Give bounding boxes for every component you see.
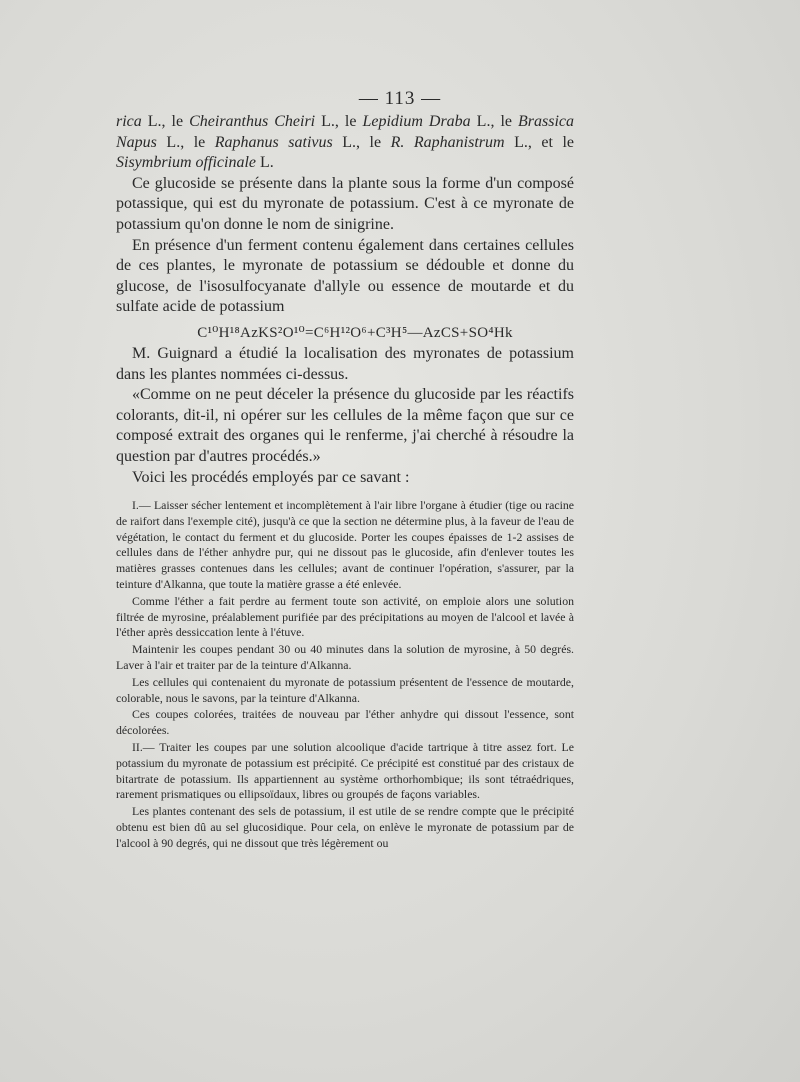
text-run: L., et le xyxy=(504,133,575,151)
text-run: L., le xyxy=(156,133,215,151)
italic-text: Lepidium Draba xyxy=(362,113,471,130)
paragraph-species-list xyxy=(116,112,574,174)
italic-text: R. Raphanistrum xyxy=(390,133,505,151)
text-run: L., le xyxy=(470,113,519,130)
procedure-paragraph: Comme l'éther a fait perdre au ferment toute son activité, on emploie alors une solution filtrée de myrosine, préalablement purifiée par des précipitations au moyen de l'alcool et lavée à l'éther après dessiccation lente à l'étuve. xyxy=(116,593,574,640)
italic-text: Cheiranthus Cheiri xyxy=(189,113,316,130)
italic-text: Brassica Napus xyxy=(116,113,575,151)
italic-text: Raphanus sativus xyxy=(214,133,333,151)
paragraph-guignard: M. Guignard a étudié la localisation des myronates de potassium dans les plantes nommées ci-dessus. xyxy=(116,344,574,383)
procedure-paragraph: Maintenir les coupes pendant 30 ou 40 minutes dans la solution de myrosine, à 50 degrés. Laver à l'air et traiter par de la teinture d'Alkanna. xyxy=(116,642,574,673)
text-run: L., le xyxy=(315,113,363,130)
paragraph-ferment: En présence d'un ferment contenu également dans certaines cellules de ces plantes, le myronate de potassium se dédouble et donne du glucose, de l'isosulfocyanate d'allyle ou essence de moutarde et du sulfate acide de potassium xyxy=(116,236,574,316)
paragraph-quote: «Comme on ne peut déceler la présence du glucoside par les réactifs colorants, dit-il, ni opérer sur les cellules de la même façon que sur ce composé extrait des organes qui le renferme, j'ai cherché à résoudre la question par d'autres procédés.» xyxy=(116,386,574,465)
procedure-paragraph: Ces coupes colorées, traitées de nouveau par l'éther anhydre qui dissout l'essence, sont décolorées. xyxy=(116,707,574,738)
text-run: L. xyxy=(255,154,274,172)
page-body xyxy=(116,112,574,852)
text-run: L., le xyxy=(332,133,391,151)
italic-text: Sisymbrium officinale xyxy=(116,154,256,172)
procedure-paragraph: II.— Traiter les coupes par une solution alcoolique d'acide tartrique à titre assez fort. Le potassium du myronate de potassium est précipité. Ce précipité est constitué par des cristaux de bitartrate de potassium. Ils appartiennent au système orthorhombique; ils sont tétraédriques, rarement prismatiques ou ellipsoïdaux, libres ou groupés de façons variables. xyxy=(116,740,574,802)
paragraph-procedures-intro: Voici les procédés employés par ce savant : xyxy=(132,468,410,486)
procedures-small-print xyxy=(116,498,574,852)
text-run: L., le xyxy=(141,113,190,130)
chemical-formula: C¹⁰H¹⁸AzKS²O¹⁰=C⁶H¹²O⁶+C³H⁵—AzCS+SO⁴Hk xyxy=(197,324,513,341)
procedure-paragraph: I.— Laisser sécher lentement et incomplètement à l'air libre l'organe à étudier (tige ou racine de raifort dans l'exemple cité), jusqu'à ce que la section ne détermine plus, à la faveur de l'eau de végétation, le contact du ferment et du glucoside. Porter les coupes épaisses de 1-2 assises de cellules dans de l'éther anhydre pur, qui ne dissout pas le glucoside, afin d'enlever toutes les matières grasses contenues dans les cellules; avant de continuer l'opération, s'assurer, par la teinture d'Alkanna, que toute la matière grasse a été enlevée. xyxy=(116,498,574,592)
page-number: — 113 — xyxy=(358,88,442,109)
procedure-paragraph: Les cellules qui contenaient du myronate de potassium présentent de l'essence de moutarde, colorable, nous le savons, par la teinture d'Alkanna. xyxy=(116,674,574,705)
procedure-paragraph: Les plantes contenant des sels de potassium, il est utile de se rendre compte que le précipité obtenu est bien dû au sel glucosidique. Pour cela, on enlève le myronate de potassium par de l'alcool à 90 degrés, qui ne dissout que très légèrement ou xyxy=(116,804,574,850)
paragraph-glucoside: Ce glucoside se présente dans la plante sous la forme d'un composé potassique, qui est du myronate de potassium. C'est à ce myronate de potassium qu'on donne le nom de sinigrine. xyxy=(116,174,574,233)
italic-text: rica xyxy=(116,113,142,130)
